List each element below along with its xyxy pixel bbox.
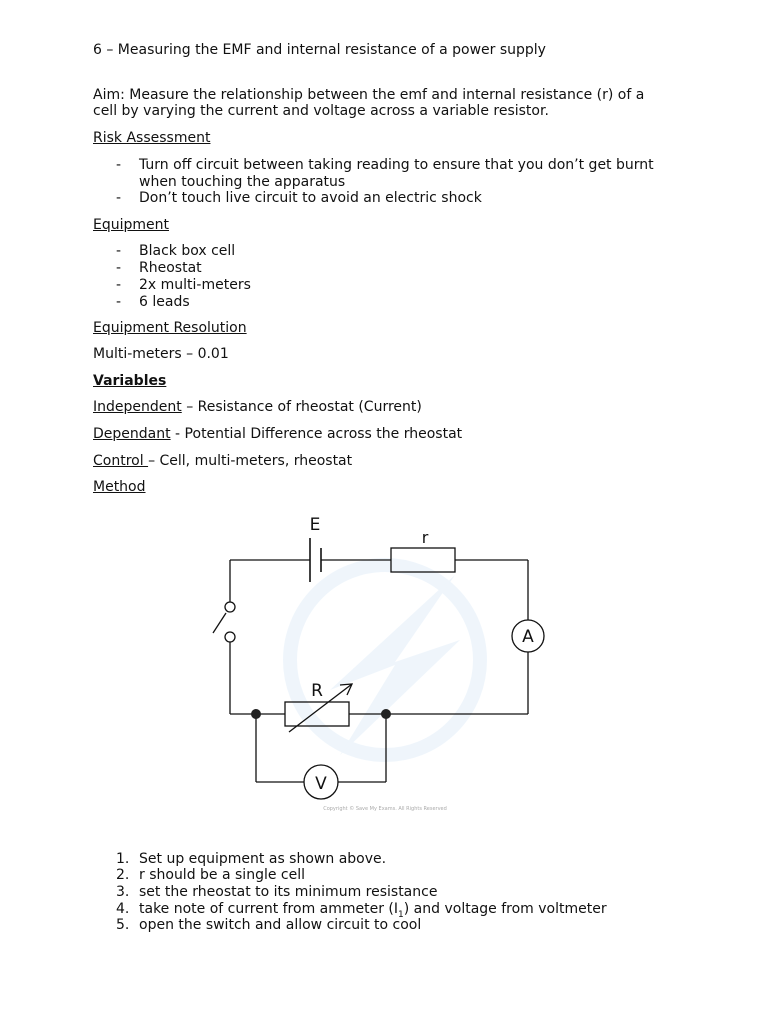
circuit-diagram bbox=[205, 510, 555, 815]
equipment-item-text: Black box cell bbox=[139, 243, 236, 259]
risk-heading: Risk Assessment bbox=[93, 130, 211, 146]
emf-label: E bbox=[309, 515, 321, 535]
resolution-heading: Equipment Resolution bbox=[93, 320, 247, 336]
resolution-text: Multi-meters – 0.01 bbox=[93, 346, 229, 362]
rheostat-label: R bbox=[311, 681, 323, 701]
step-text: Set up equipment as shown above. bbox=[139, 851, 387, 867]
switch-contact bbox=[225, 602, 235, 612]
aim-line-1: Aim: Measure the relationship between the emf and internal resistance (r) of a bbox=[93, 87, 645, 103]
step-text: open the switch and allow circuit to cool bbox=[139, 917, 422, 933]
independent-text: – Resistance of rheostat (Current) bbox=[181, 399, 422, 415]
variables-heading: Variables bbox=[93, 373, 167, 389]
voltmeter-label: V bbox=[315, 774, 327, 794]
bullet-dash: - bbox=[116, 157, 122, 173]
switch-contact bbox=[225, 632, 235, 642]
switch-lever bbox=[213, 613, 226, 633]
equipment-item-text: 2x multi-meters bbox=[139, 277, 251, 293]
step4-subscript: 1 bbox=[398, 909, 404, 920]
step4-prefix: take note of current from ammeter (I bbox=[139, 901, 399, 917]
risk-item-text: when touching the apparatus bbox=[139, 174, 346, 190]
equipment-heading: Equipment bbox=[93, 217, 169, 233]
dependant-label: Dependant bbox=[93, 426, 171, 442]
equipment-item-text: Rheostat bbox=[139, 260, 202, 276]
step-text: set the rheostat to its minimum resistance bbox=[139, 884, 438, 900]
aim-line-2: cell by varying the current and voltage across a variable resistor. bbox=[93, 103, 549, 119]
junction-dot bbox=[381, 709, 391, 719]
ammeter-label: A bbox=[522, 627, 534, 647]
internal-resistance-label: r bbox=[421, 528, 429, 547]
control-label: Control bbox=[93, 453, 149, 469]
step-number: 3. bbox=[116, 884, 130, 900]
dependant-variable bbox=[93, 426, 462, 443]
bullet-dash: - bbox=[116, 277, 122, 293]
junction-dot bbox=[251, 709, 261, 719]
step-number: 5. bbox=[116, 917, 130, 933]
risk-item-text: Turn off circuit between taking reading to ensure that you don’t get burnt bbox=[139, 157, 654, 173]
copyright-text: Copyright © Save My Exams. All Rights Reserved bbox=[323, 806, 447, 812]
method-heading: Method bbox=[93, 479, 146, 495]
independent-variable bbox=[93, 399, 422, 416]
document-title: 6 – Measuring the EMF and internal resistance of a power supply bbox=[93, 42, 546, 58]
equipment-item-text: 6 leads bbox=[139, 294, 190, 310]
step-number: 2. bbox=[116, 867, 130, 883]
step-number: 4. bbox=[116, 901, 130, 917]
bullet-dash: - bbox=[116, 260, 122, 276]
control-variable bbox=[93, 453, 352, 470]
bullet-dash: - bbox=[116, 294, 122, 310]
step4-suffix: ) and voltage from voltmeter bbox=[403, 901, 607, 917]
risk-item-text: Don’t touch live circuit to avoid an electric shock bbox=[139, 190, 482, 206]
step-number: 1. bbox=[116, 851, 130, 867]
bullet-dash: - bbox=[116, 190, 122, 206]
dependant-text: - Potential Difference across the rheostat bbox=[170, 426, 463, 442]
bullet-dash: - bbox=[116, 243, 122, 259]
step-text: r should be a single cell bbox=[139, 867, 306, 883]
independent-label: Independent bbox=[93, 399, 182, 415]
control-text: – Cell, multi-meters, rheostat bbox=[148, 453, 353, 469]
